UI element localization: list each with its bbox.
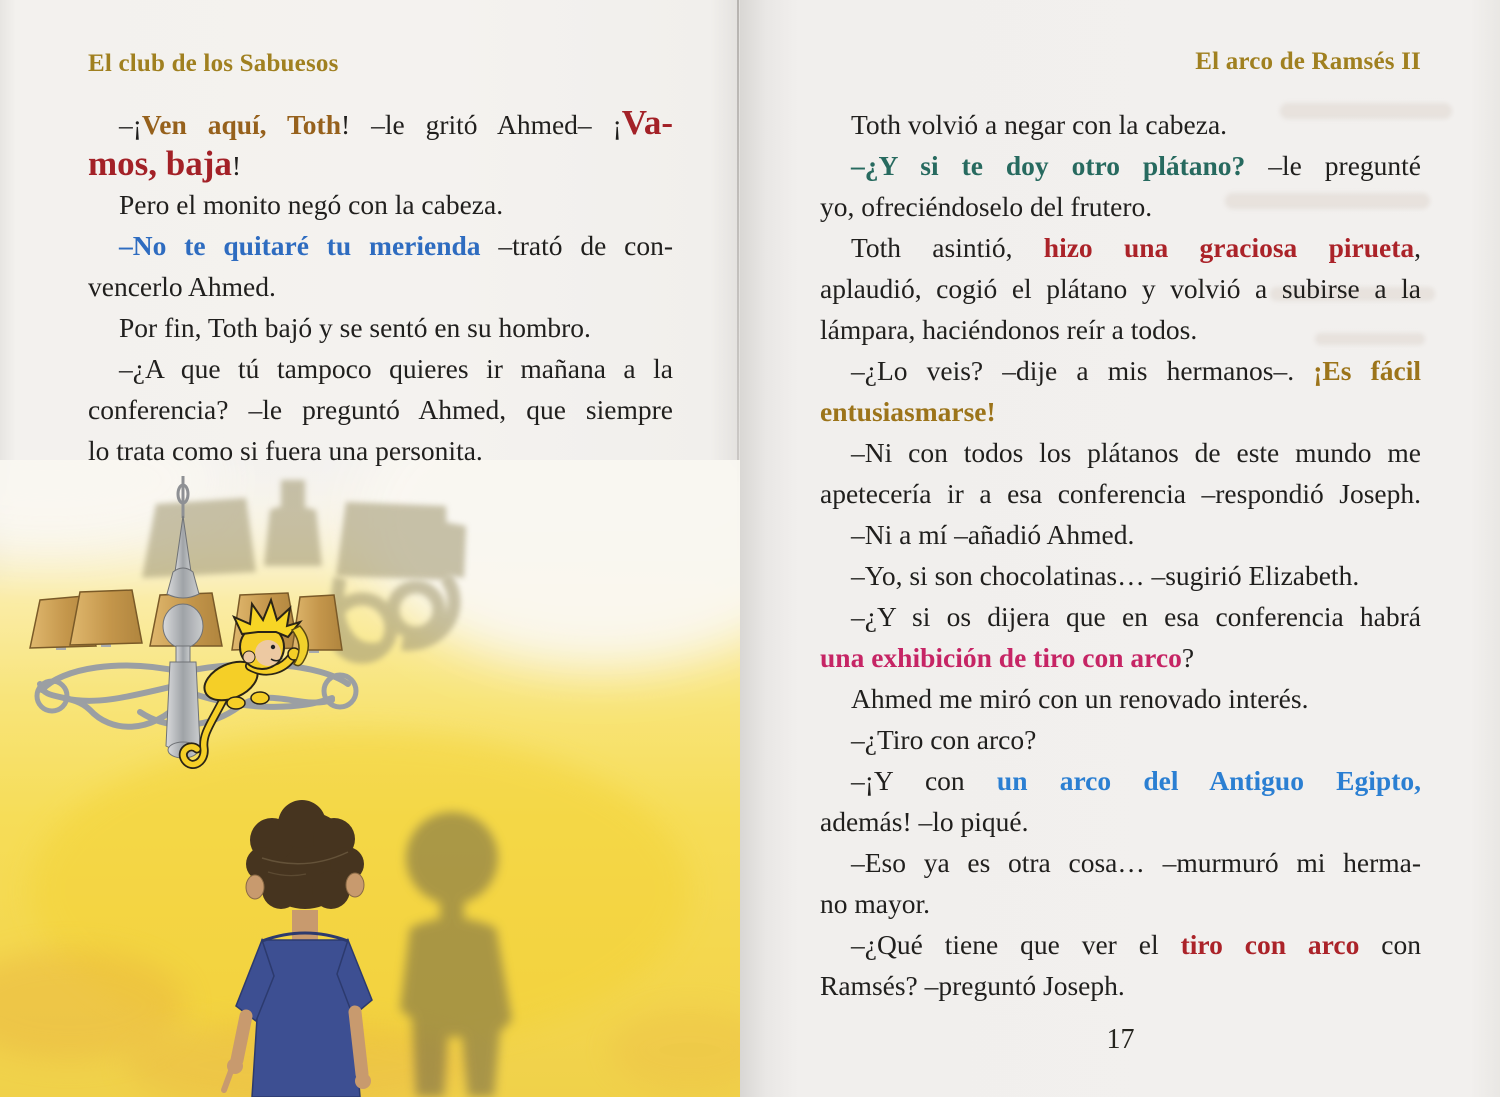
text-segment: –le pregunté [1245,150,1422,181]
text-segment: aplaudió, cogió el plátano y volvió a subirse a la [820,273,1421,304]
text-segment: –¿Tiro con arco? [851,724,1037,755]
text-line [820,555,1421,596]
text-segment: mos, baja [88,144,232,183]
text-segment: –¿Y si te doy otro plátano? [851,150,1246,181]
text-line [820,350,1421,391]
text-segment: tiro con arco [1180,929,1360,960]
text-line [88,143,673,184]
text-line [88,266,673,307]
text-segment: Ramsés? –preguntó Joseph. [820,970,1125,1001]
text-segment: ¡Es fácil [1313,355,1421,386]
page-number: 17 [1106,1024,1135,1055]
text-line [88,348,673,389]
text-line [820,432,1421,473]
text-segment: hizo una graciosa pirueta [1043,232,1415,263]
text-line [820,924,1421,965]
text-segment: yo, ofreciéndoselo del frutero. [820,191,1153,222]
text-line [820,801,1421,842]
text-segment: –¿A que tú tampoco quieres ir mañana a la [119,353,673,384]
text-segment: apetecería ir a esa conferencia –respondió Joseph. [820,478,1421,509]
text-line [820,719,1421,760]
text-line [88,184,673,225]
text-line [820,309,1421,350]
text-line [820,145,1421,186]
chandelier-monkey-illustration [0,460,740,1097]
text-segment: Pero el monito negó con la cabeza. [119,189,504,220]
text-line [820,391,1421,432]
text-segment: un arco del Antiguo Egipto, [996,765,1421,796]
text-line [820,186,1421,227]
text-line [88,389,673,430]
text-segment: vencerlo Ahmed. [88,271,276,302]
text-segment: –Yo, si son chocolatinas… –sugirió Elizabeth. [851,560,1360,591]
right-page-text [820,104,1421,1006]
text-line [820,104,1421,145]
text-line [88,430,673,471]
text-segment: –¡ [119,109,142,140]
text-line [820,514,1421,555]
text-line [820,965,1421,1006]
text-line [820,637,1421,678]
text-segment: no mayor. [820,888,930,919]
text-line [820,678,1421,719]
text-segment: –¡Y con [851,765,997,796]
text-segment: –¿Qué tiene que ver el [851,929,1181,960]
text-segment: –Ni a mí –añadió Ahmed. [851,519,1135,550]
text-segment: Toth volvió a negar con la cabeza. [851,109,1228,140]
text-line [88,307,673,348]
text-segment: además! –lo piqué. [820,806,1029,837]
text-segment: con [1359,929,1421,960]
text-line [88,102,673,143]
text-line [820,268,1421,309]
text-segment: Por fin, Toth bajó y se sentó en su hombro. [119,312,591,343]
left-page-text [88,102,673,471]
text-segment: , [1414,232,1422,263]
text-segment: –No te quitaré tu merienda [119,230,481,261]
text-line [820,842,1421,883]
text-segment: –trató de con- [480,230,673,261]
right-running-head: El arco de Ramsés II [1195,48,1421,75]
text-segment: Toth asintió, [851,232,1044,263]
text-segment: –¿Lo veis? –dije a mis hermanos–. [851,355,1314,386]
text-segment: lámpara, haciéndonos reír a todos. [820,314,1198,345]
text-line [820,227,1421,268]
text-line [820,473,1421,514]
text-line [88,225,673,266]
text-segment: –Ni con todos los plátanos de este mundo me [851,437,1421,468]
text-segment: conferencia? –le preguntó Ahmed, que siempre [88,394,673,425]
text-segment: ! –le gritó Ahmed– ¡ [341,109,622,140]
text-segment: entusiasmarse! [820,396,996,427]
text-line [820,760,1421,801]
text-segment: –Eso ya es otra cosa… –murmuró mi herma- [851,847,1421,878]
text-line [820,883,1421,924]
text-segment: ! [231,150,242,181]
text-segment: Ahmed me miró con un renovado interés. [851,683,1309,714]
text-segment: ? [1181,642,1195,673]
text-segment: Ven aquí, Toth [141,109,341,140]
text-segment: una exhibición de tiro con arco [820,642,1182,673]
text-segment: Va- [621,103,673,142]
text-segment: lo trata como si fuera una personita. [88,435,483,466]
text-line [820,596,1421,637]
text-segment: –¿Y si os dijera que en esa conferencia habrá [851,601,1421,632]
left-running-head: El club de los Sabuesos [88,50,339,77]
